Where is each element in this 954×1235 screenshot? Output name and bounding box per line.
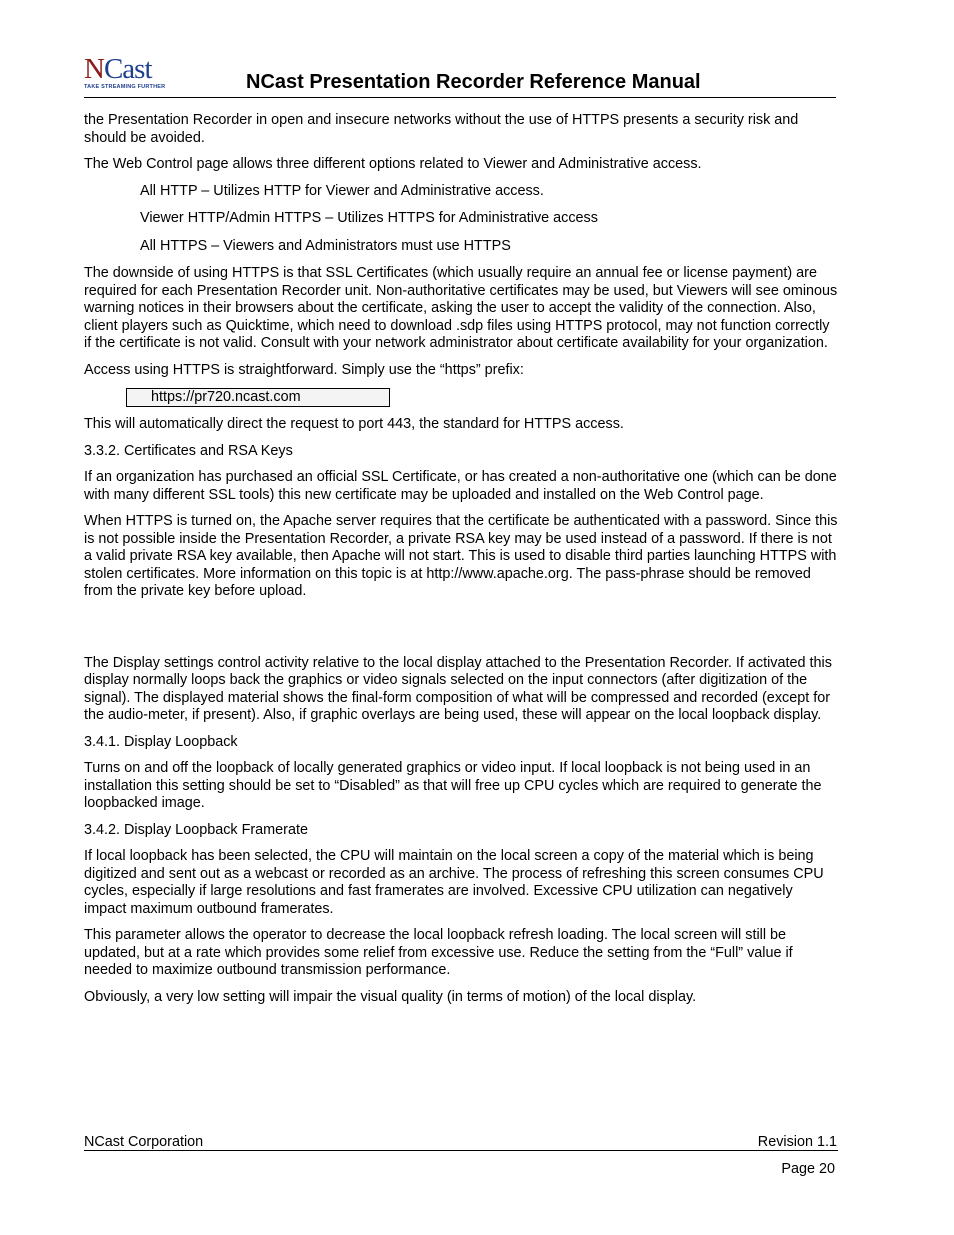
section-heading-3-3-2: 3.3.2. Certificates and RSA Keys <box>84 442 293 459</box>
document-title: NCast Presentation Recorder Reference Manual <box>246 71 701 93</box>
paragraph: If local loopback has been selected, the CPU will maintain on the local screen a copy of the material which is being digitized and sent out as a webcast or recorded as an archive. The process of refreshing this screen consumes CPU cycles, especially if large resolutions and fast framerates are involved. Excessive CPU utilization can negatively impact maximum outbound framerates. <box>84 848 824 917</box>
paragraph: Obviously, a very low setting will impair the visual quality (in terms of motion) of the local display. <box>84 988 697 1005</box>
url-example-box: https://pr720.ncast.com <box>126 388 390 407</box>
section-gap <box>84 610 838 655</box>
paragraph: The Web Control page allows three different options related to Viewer and Administrative access. <box>84 156 702 172</box>
ncast-logo <box>84 54 174 94</box>
access-option: Viewer HTTP/Admin HTTPS – Utilizes HTTPS for Administrative access <box>140 210 598 226</box>
page-number: Page 20 <box>781 1161 835 1177</box>
logo-word-cast: Cast <box>103 53 152 85</box>
footer-company: NCast Corporation <box>84 1134 204 1150</box>
access-option: All HTTPS – Viewers and Administrators must use HTTPS <box>140 237 511 254</box>
section-heading-3-4-1: 3.4.1. Display Loopback <box>84 733 238 750</box>
paragraph: The downside of using HTTPS is that SSL Certificates (which usually require an annual fee or license payment) are required for each Presentation Recorder unit. Non-authoritative certificates may be used, but Viewers will see ominous warning notices in their browsers about the certificate, asking the user to accept the validity of the connection. Also, client players such as Quicktime, which need to download .sdp files using HTTPS protocol, may not function correctly if the certificate is not valid. Consult with your network administrator about certificate availability for your organization. <box>84 265 838 351</box>
footer-revision: Revision 1.1 <box>757 1134 837 1150</box>
access-option: All HTTP – Utilizes HTTP for Viewer and Administrative access. <box>140 182 544 199</box>
paragraph: the Presentation Recorder in open and insecure networks without the use of HTTPS presents a security risk and should be avoided. <box>84 112 799 146</box>
paragraph: Turns on and off the loopback of locally generated graphics or video input. If local loopback is not being used in an installation this setting should be set to “Disabled” as that will free up CPU cycles which are required to generate the loopbacked image. <box>84 760 822 811</box>
paragraph: The Display settings control activity relative to the local display attached to the Presentation Recorder. If activated this display normally loops back the graphics or video signals selected on the input connectors (after digitization of the signal). The displayed material shows the final-form composition of what will be compressed and recorded (except for the audio-meter, if present). Also, if graphic overlays are being used, these will appear on the local loopback display. <box>84 654 832 723</box>
footer-divider <box>84 1150 838 1151</box>
logo-letter-n: N <box>84 53 104 85</box>
header-divider <box>84 97 836 98</box>
logo-tagline: TAKE STREAMING FURTHER <box>84 84 166 90</box>
page-content <box>84 112 838 1015</box>
paragraph: This will automatically direct the request to port 443, the standard for HTTPS access. <box>84 416 624 432</box>
paragraph: This parameter allows the operator to decrease the local loopback refresh loading. The local screen will still be updated, but at a rate which provides some relief from excessive use. Reduce the setting from the “Full” value if needed to maximize outbound transmission performance. <box>84 927 793 978</box>
paragraph: If an organization has purchased an official SSL Certificate, or has created a non-authoritative one (which can be done with many different SSL tools) this new certificate may be uploaded and installed on the Web Control page. <box>84 469 837 503</box>
paragraph: Access using HTTPS is straightforward. Simply use the “https” prefix: <box>84 361 524 378</box>
paragraph: When HTTPS is turned on, the Apache server requires that the certificate be authenticated with a password. Since this is not possible inside the Presentation Recorder, a private RSA key may be used instead of a password. If there is not a valid private RSA key available, then Apache will not start. This is used to disable third parties launching HTTPS with stolen certificates. More information on this topic is at http://www.apache.org. The pass-phrase should be removed from the private key before upload. <box>84 513 838 599</box>
section-heading-3-4-2: 3.4.2. Display Loopback Framerate <box>84 821 308 838</box>
